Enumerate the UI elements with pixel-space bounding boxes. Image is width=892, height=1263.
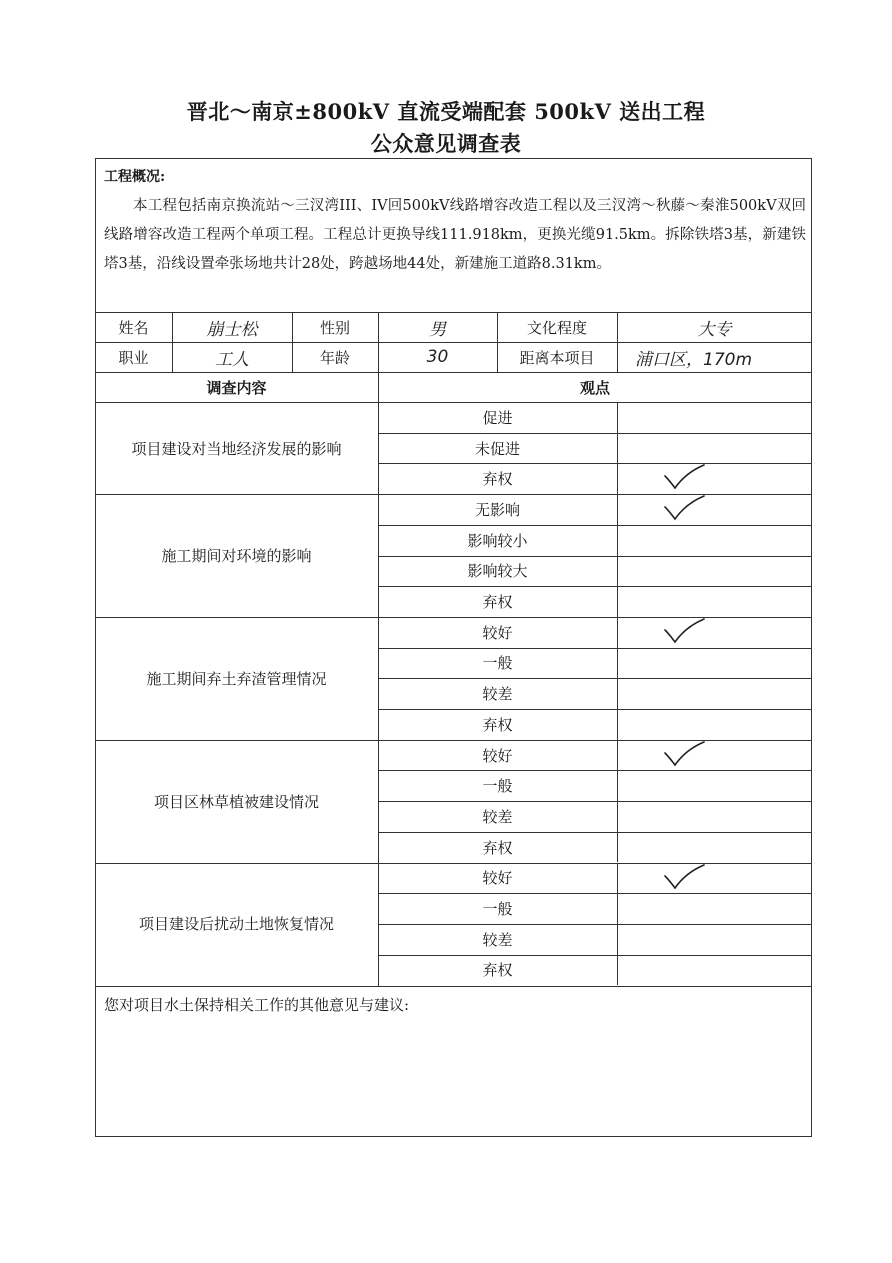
checkmark-icon (662, 741, 706, 767)
option-label: 影响较大 (467, 562, 528, 581)
option-label: 未促进 (474, 439, 520, 458)
option-label: 一般 (482, 900, 513, 919)
question-text: 项目建设对当地经济发展的影响 (131, 439, 342, 458)
option-label: 较差 (482, 685, 513, 704)
option-checkbox-cell[interactable] (617, 525, 812, 556)
name-label: 姓名 (118, 318, 149, 337)
gender-field[interactable]: 男 (429, 319, 446, 340)
option-checkbox-cell[interactable] (617, 924, 812, 955)
option-label: 一般 (482, 777, 513, 796)
option-checkbox-cell[interactable] (617, 893, 812, 924)
question-text: 施工期间对环境的影响 (161, 546, 312, 565)
gender-label: 性别 (319, 318, 350, 337)
form-title: 晋北～南京±800kV 直流受端配套 500kV 送出工程 (186, 99, 706, 124)
option-label: 无影响 (474, 500, 520, 519)
option-checkbox-cell[interactable] (617, 433, 812, 464)
distance-label: 距离本项目 (519, 348, 595, 367)
header-content: 调查内容 (206, 378, 267, 397)
option-checkbox-cell[interactable] (617, 617, 812, 648)
overview-heading: 工程概况: (104, 169, 166, 185)
option-checkbox-cell[interactable] (617, 863, 812, 894)
option-label: 影响较小 (467, 531, 528, 550)
option-label: 弃权 (482, 470, 513, 489)
option-label: 较好 (482, 869, 513, 888)
option-checkbox-cell[interactable] (617, 463, 812, 494)
age-field[interactable]: 30 (426, 347, 449, 367)
option-label: 较差 (482, 930, 513, 949)
education-field[interactable]: 大专 (697, 319, 732, 340)
question-text: 项目建设后扰动土地恢复情况 (138, 915, 334, 934)
job-field[interactable]: 工人 (215, 349, 249, 370)
option-label: 一般 (482, 654, 513, 673)
comments-label: 您对项目水土保持相关工作的其他意见与建议: (104, 996, 410, 1014)
option-checkbox-cell[interactable] (617, 709, 812, 740)
divider (95, 986, 812, 987)
option-label: 较好 (482, 746, 513, 765)
job-label: 职业 (118, 348, 149, 367)
education-label: 文化程度 (526, 318, 587, 337)
option-checkbox-cell[interactable] (617, 740, 812, 771)
question-text: 项目区林草植被建设情况 (153, 792, 319, 811)
checkmark-icon (662, 495, 706, 521)
option-checkbox-cell[interactable] (617, 678, 812, 709)
checkmark-icon (662, 464, 706, 490)
option-checkbox-cell[interactable] (617, 832, 812, 863)
option-checkbox-cell[interactable] (617, 955, 812, 986)
option-checkbox-cell[interactable] (617, 648, 812, 679)
distance-field[interactable]: 浦口区，170m (635, 349, 753, 370)
option-label: 弃权 (482, 961, 513, 980)
option-checkbox-cell[interactable] (617, 586, 812, 617)
option-checkbox-cell[interactable] (617, 770, 812, 801)
option-checkbox-cell[interactable] (617, 556, 812, 587)
option-label: 弃权 (482, 838, 513, 857)
option-checkbox-cell[interactable] (617, 494, 812, 525)
overview-text: 本工程包括南京换流站～三汊湾III、IV回500kV线路增容改造工程以及三汊湾～秋藤～秦淮500kV双回线路增容改造工程两个单项工程。工程总计更换导线111.918km，更换光缆91.5km。拆除铁塔3基，新建铁塔3基，沿线设置牵张场地共计28处，跨越场地44处，新建施工道路8.31km。 (104, 198, 806, 272)
question-text: 施工期间弃土弃渣管理情况 (146, 669, 327, 688)
checkmark-icon (662, 618, 706, 644)
option-label: 较差 (482, 807, 513, 826)
option-label: 促进 (482, 408, 513, 427)
option-checkbox-cell[interactable] (617, 402, 812, 433)
form-subtitle: 公众意见调查表 (370, 131, 522, 156)
age-label: 年龄 (319, 348, 350, 367)
header-opinion: 观点 (579, 378, 610, 397)
option-label: 弃权 (482, 593, 513, 612)
name-field[interactable]: 崩士松 (206, 319, 258, 340)
checkmark-icon (662, 864, 706, 890)
option-checkbox-cell[interactable] (617, 801, 812, 832)
option-label: 弃权 (482, 715, 513, 734)
option-label: 较好 (482, 623, 513, 642)
